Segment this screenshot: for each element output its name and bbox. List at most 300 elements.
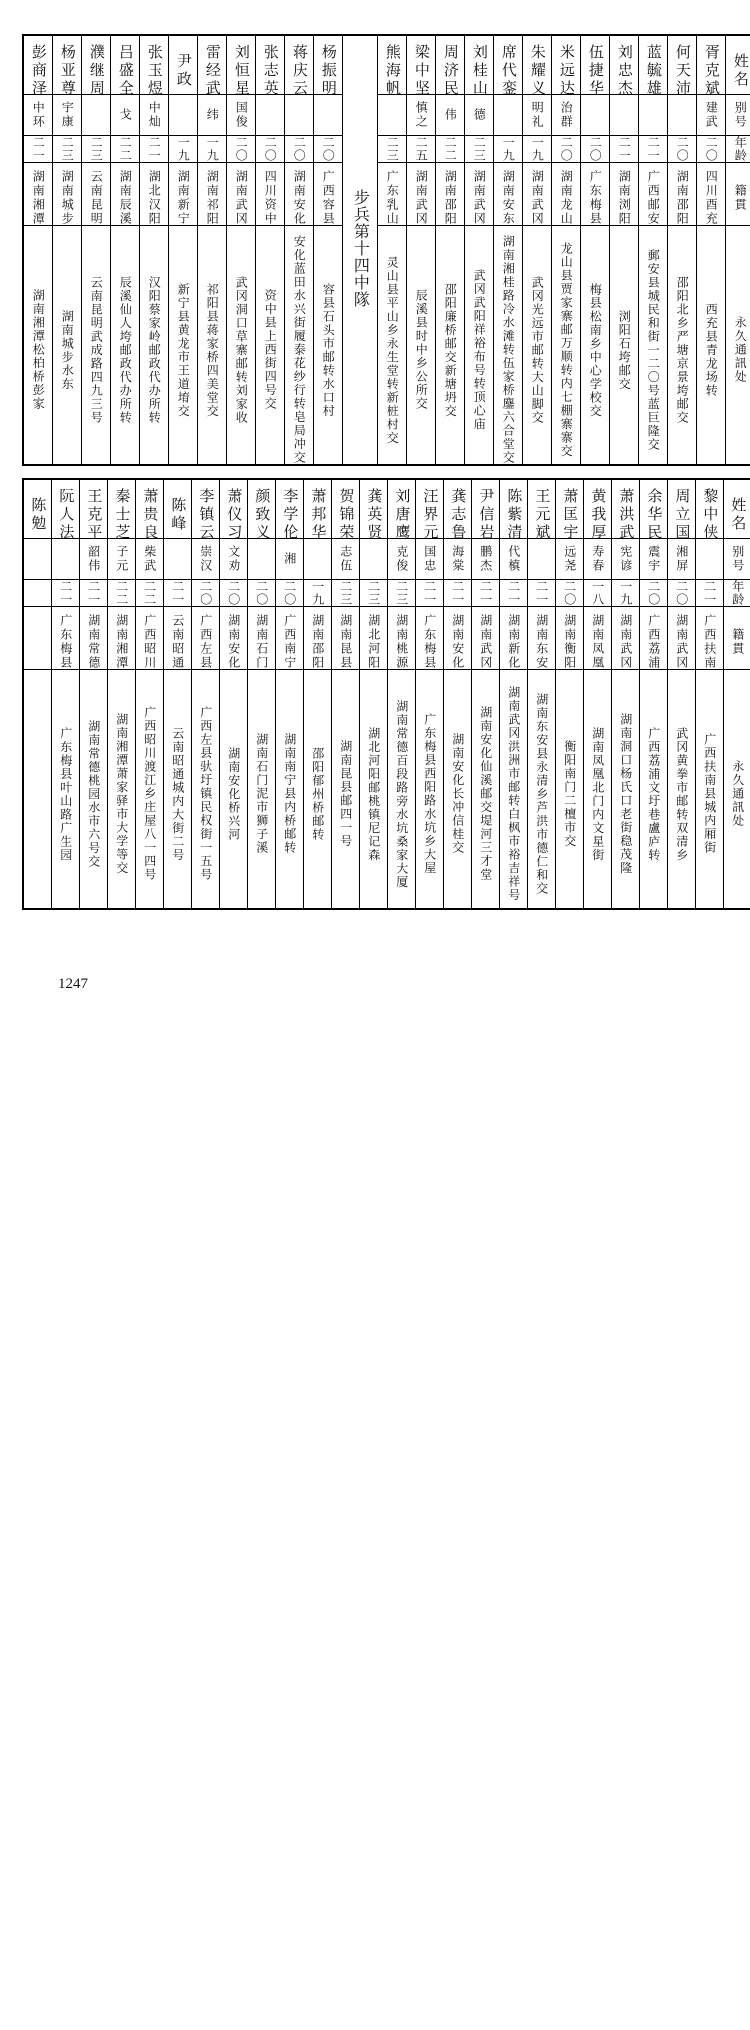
address-cell [111,226,140,466]
column-header-age [724,580,750,607]
address-text: 湖南洞口杨氏口老街稳茂隆 [619,670,632,918]
address-text: 资中县上西街四号交 [264,226,277,474]
name-text: 龚英贤 [366,480,382,550]
name-text: 王元斌 [534,480,550,550]
native-cell [53,163,82,226]
name-text: 周立国 [674,480,690,550]
address-cell [53,226,82,466]
native-cell [111,163,140,226]
age-cell [697,136,726,163]
native-text: 湖南湘潭 [115,607,128,677]
age-text: 二二 [444,133,457,165]
alias-text: 治群 [560,91,573,139]
address-text: 汉阳蔡家岭邮政代办所转 [148,226,161,474]
native-text: 湖南武冈 [479,607,492,677]
name-cell [314,35,343,95]
address-text: 云南昆明武成路四九三号 [90,226,103,474]
native-cell [668,607,696,670]
age-text: 二三 [386,133,399,165]
address-text: 广西扶南县城内厢街 [703,670,716,918]
alias-cell [332,539,360,580]
alias-cell [556,539,584,580]
column-header-alias-text: 别号 [734,91,747,139]
address-cell [276,670,304,910]
native-text: 湖南武冈 [235,163,248,233]
alias-text: 宪谚 [619,535,632,583]
roster-table-1 [22,34,750,466]
alias-text: 国俊 [235,91,248,139]
native-cell [528,607,556,670]
name-text: 陈峰 [170,480,186,550]
name-text: 刘唐鹰 [394,480,410,550]
alias-cell [523,95,552,136]
column-header-name-text: 姓名 [732,36,748,106]
name-cell [523,35,552,95]
age-text: 二三 [61,133,74,165]
address-text: 湖南东安县永清乡芦洪市德仁和交 [535,670,548,918]
native-text: 湖南祁阳 [206,163,219,233]
address-cell [612,670,640,910]
age-text: 二〇 [264,133,277,165]
name-cell [23,479,52,539]
name-text: 胥克斌 [703,36,719,106]
alias-text: 中环 [32,91,45,139]
age-cell [584,580,612,607]
alias-cell [436,95,465,136]
address-cell [227,226,256,466]
address-cell [378,226,407,466]
alias-cell [465,95,494,136]
address-text: 祁阳县蒋家桥四美堂交 [206,226,219,474]
age-text: 二三 [339,577,352,609]
column-header-native-text: 籍貫 [734,163,747,233]
name-cell [668,479,696,539]
address-text: 邵阳北乡严塘京景垮邮交 [676,226,689,474]
alias-text: 子元 [115,535,128,583]
native-cell [612,607,640,670]
address-text: 武冈武阳祥裕布号转顶心庙 [473,226,486,474]
address-cell [388,670,416,910]
table-row-alias-2 [23,539,750,580]
native-text: 湖南邵阳 [311,607,324,677]
age-cell [227,136,256,163]
alias-cell [111,95,140,136]
age-text: 一九 [531,133,544,165]
alias-text: 海棠 [451,535,464,583]
age-cell [581,136,610,163]
native-cell [494,163,523,226]
alias-cell [80,539,108,580]
name-cell [500,479,528,539]
name-text: 濮继周 [88,36,104,106]
alias-cell [668,539,696,580]
alias-text: 代槙 [507,535,520,583]
address-text: 湖南城步水东 [61,226,74,474]
column-header-address [724,670,750,910]
native-cell [192,607,220,670]
alias-cell [220,539,248,580]
address-cell [523,226,552,466]
address-cell [668,226,697,466]
address-cell [304,670,332,910]
native-cell [140,163,169,226]
native-cell [444,607,472,670]
native-text: 湖南武冈 [675,607,688,677]
age-text: 二一 [148,133,161,165]
age-cell [23,136,53,163]
native-text: 湖南龙山 [560,163,573,233]
native-text: 湖南安化 [451,607,464,677]
alias-text: 崇汉 [199,535,212,583]
native-cell [23,607,52,670]
age-cell [388,580,416,607]
age-cell [465,136,494,163]
address-text: 湖南安化长冲信桂交 [451,670,464,918]
address-cell [23,670,52,910]
name-text: 米远达 [558,36,574,106]
column-header-age-text: 年龄 [731,577,744,609]
native-text: 湖南常德 [87,607,100,677]
name-text: 黎中侠 [702,480,718,550]
column-header-age [726,136,750,163]
age-text: 二三 [90,133,103,165]
age-cell [416,580,444,607]
age-cell [407,136,436,163]
address-cell [80,670,108,910]
address-text: 湖南石门泥市狮子溪 [255,670,268,918]
native-text: 广西左县 [199,607,212,677]
address-text: 广西荔浦文圩巷盧庐转 [647,670,660,918]
native-cell [285,163,314,226]
column-header-address-text: 永久通訊处 [734,226,747,474]
address-text: 郵安县城民和街一二〇号蓝巨隆交 [647,226,660,474]
age-cell [23,580,52,607]
native-cell [108,607,136,670]
alias-cell [192,539,220,580]
address-text: 湖南武冈洪洲市邮转白枫市裕吉祥号 [507,670,520,918]
name-text: 秦士芝 [114,480,130,550]
name-cell [581,35,610,95]
name-text: 萧洪武 [618,480,634,550]
table-row-age-1 [23,136,750,163]
age-text: 二〇 [199,577,212,609]
name-text: 陈紫清 [506,480,522,550]
address-cell [164,670,192,910]
age-cell [220,580,248,607]
age-text: 二〇 [563,577,576,609]
name-text: 刘恒星 [233,36,249,106]
name-text: 伍捷华 [587,36,603,106]
age-text: 二〇 [283,577,296,609]
name-cell [612,479,640,539]
native-text: 云南昆明 [90,163,103,233]
name-text: 贺锦荣 [338,480,354,550]
address-text: 辰溪县时中乡公所交 [415,226,428,474]
native-text: 湖北汉阳 [148,163,161,233]
native-text: 湖南石门 [255,607,268,677]
name-cell [136,479,164,539]
age-text: 二〇 [322,133,335,165]
native-cell [136,607,164,670]
name-text: 李学伦 [282,480,298,550]
alias-text: 韶伟 [87,535,100,583]
address-text: 新宁县黄龙市王道堉交 [177,226,190,474]
name-cell [416,479,444,539]
native-cell [584,607,612,670]
name-text: 萧匡宇 [562,480,578,550]
native-cell [697,163,726,226]
native-text: 湖南安化 [227,607,240,677]
native-text: 广西南宁 [283,607,296,677]
address-cell [494,226,523,466]
address-cell [640,670,668,910]
alias-text: 宇康 [61,91,74,139]
name-cell [556,479,584,539]
address-cell [610,226,639,466]
page-number: 1247 [58,976,88,993]
age-cell [668,580,696,607]
alias-text: 德 [473,91,486,139]
age-cell [472,580,500,607]
native-cell [500,607,528,670]
unit-label-cell [343,35,378,465]
name-cell [494,35,523,95]
alias-text: 建武 [705,91,718,139]
age-cell [248,580,276,607]
native-text: 湖南武冈 [619,607,632,677]
name-text: 周济民 [442,36,458,106]
alias-text: 柴武 [143,535,156,583]
age-cell [523,136,552,163]
native-text: 湖南衡阳 [563,607,576,677]
address-text: 湖南安化仙溪邮交堤河三才堂 [479,670,492,918]
alias-cell [140,95,169,136]
native-text: 湖南湘潭 [32,163,45,233]
age-text: 二一 [451,577,464,609]
native-text: 湖南邵阳 [444,163,457,233]
alias-cell [584,539,612,580]
native-cell [465,163,494,226]
address-cell [248,670,276,910]
column-header-alias-text: 别号 [731,535,744,583]
name-text: 汪界元 [422,480,438,550]
column-header-native [724,607,750,670]
age-cell [82,136,111,163]
age-text: 二〇 [293,133,306,165]
age-text: 二一 [87,577,100,609]
native-text: 广西邮安 [647,163,660,233]
name-cell [23,35,53,95]
native-text: 湖南安化 [293,163,306,233]
age-text: 二一 [32,133,45,165]
address-text: 邵阳廉桥邮交新塘坍交 [444,226,457,474]
address-text: 湖南昆县邮四一号 [339,670,352,918]
alias-text: 湘屏 [675,535,688,583]
age-cell [556,580,584,607]
address-text: 灵山县平山乡永生堂转新桩村交 [386,226,399,474]
name-cell [192,479,220,539]
name-text: 蒋庆云 [291,36,307,106]
age-text: 二〇 [235,133,248,165]
name-cell [111,35,140,95]
address-cell [436,226,465,466]
name-cell [465,35,494,95]
alias-text: 志伍 [339,535,352,583]
name-text: 黄我厚 [590,480,606,550]
column-header-age-text: 年龄 [734,133,747,165]
column-header-native-text: 籍貫 [731,607,744,677]
age-cell [610,136,639,163]
native-text: 湖南武冈 [415,163,428,233]
native-cell [668,163,697,226]
address-cell [444,670,472,910]
address-cell [332,670,360,910]
address-cell [285,226,314,466]
age-cell [256,136,285,163]
native-text: 云南昭通 [171,607,184,677]
age-text: 二〇 [227,577,240,609]
native-text: 湖南浏阳 [618,163,631,233]
native-cell [80,607,108,670]
native-text: 广西荔浦 [647,607,660,677]
address-text: 湖南凤凰北门内文星街 [591,670,604,918]
address-cell [140,226,169,466]
roster-table-2 [22,478,750,910]
name-text: 萧邦华 [310,480,326,550]
address-cell [696,670,724,910]
name-cell [198,35,227,95]
address-cell [416,670,444,910]
name-text: 阮人法 [58,480,74,550]
name-text: 龚志鲁 [450,480,466,550]
address-text: 广西昭川渡江乡庄屋八一四号 [143,670,156,918]
native-text: 湖南新化 [507,607,520,677]
age-cell [314,136,343,163]
address-text: 湖南安化桥兴河 [227,670,240,918]
native-text: 湖南安东 [502,163,515,233]
address-text: 广西左县驮圩镇民权街一五号 [199,670,212,918]
alias-text: 克俊 [395,535,408,583]
age-cell [192,580,220,607]
address-cell [472,670,500,910]
native-cell [416,607,444,670]
age-cell [52,580,80,607]
table-row-native-2 [23,607,750,670]
age-cell [528,580,556,607]
native-text: 湖南昆县 [339,607,352,677]
alias-cell [276,539,304,580]
address-cell [697,226,726,466]
alias-text: 伟 [444,91,457,139]
alias-cell [227,95,256,136]
alias-text: 文劝 [227,535,240,583]
table-row-address-2 [23,670,750,910]
age-text: 一九 [502,133,515,165]
alias-cell [23,95,53,136]
address-cell [465,226,494,466]
address-text: 容县石头市邮转水口村 [322,226,335,474]
name-text: 彭商泽 [30,36,46,106]
table-row-native-1 [23,163,750,226]
address-cell [668,670,696,910]
age-cell [360,580,388,607]
age-text: 二五 [415,133,428,165]
name-cell [80,479,108,539]
address-cell [169,226,198,466]
name-cell [164,479,192,539]
column-header-alias [726,95,750,136]
address-cell [500,670,528,910]
native-cell [556,607,584,670]
address-text: 云南昭通城内大街二号 [171,670,184,918]
native-cell [198,163,227,226]
address-text: 西充县青龙场转 [705,226,718,474]
age-cell [140,136,169,163]
age-text: 一九 [177,133,190,165]
alias-cell [108,539,136,580]
native-text: 湖北河阳 [367,607,380,677]
name-text: 何天沛 [674,36,690,106]
address-text: 湖南湘潭萧家驿市大学等交 [115,670,128,918]
name-text: 杨振明 [320,36,336,106]
table-row-address-1 [23,226,750,466]
native-text: 广西昭川 [143,607,156,677]
age-text: 二一 [423,577,436,609]
age-text: 二一 [647,133,660,165]
native-cell [581,163,610,226]
column-header-native [726,163,750,226]
age-cell [612,580,640,607]
age-cell [304,580,332,607]
name-text: 尹政 [175,36,191,106]
native-cell [304,607,332,670]
name-cell [108,479,136,539]
name-text: 萧贵良 [142,480,158,550]
alias-text: 湘 [283,535,296,583]
age-text: 二〇 [676,133,689,165]
alias-text: 纬 [206,91,219,139]
native-text: 湖南城步 [61,163,74,233]
name-cell [220,479,248,539]
native-cell [227,163,256,226]
alias-cell [612,539,640,580]
native-text: 广西扶南 [703,607,716,677]
age-text: 二三 [367,577,380,609]
name-cell [378,35,407,95]
alias-text: 明礼 [531,91,544,139]
native-cell [388,607,416,670]
address-cell [52,670,80,910]
age-text: 二二 [115,577,128,609]
age-cell [332,580,360,607]
name-cell [82,35,111,95]
name-text: 李镇云 [198,480,214,550]
name-text: 刘忠杰 [616,36,632,106]
native-text: 四川酉充 [705,163,718,233]
alias-text: 远尧 [563,535,576,583]
name-cell [388,479,416,539]
age-cell [436,136,465,163]
alias-cell [198,95,227,136]
name-cell [472,479,500,539]
address-cell [23,226,53,466]
address-text: 梅县松南乡中心学校交 [589,226,602,474]
name-text: 蓝毓雄 [645,36,661,106]
column-header-address-text: 永久通訊处 [731,670,744,918]
age-text: 二一 [171,577,184,609]
native-cell [523,163,552,226]
age-text: 一九 [206,133,219,165]
